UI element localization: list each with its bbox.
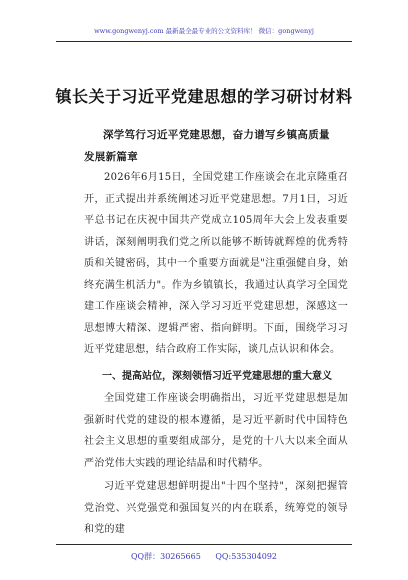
body-paragraph-2: 全国党建工作座谈会明确指出，习近平党建思想是加强新时代党的建设的根本遵循，是习近平新时代中国特色社会主义思想的重要组成部分，是党的十八大以来全面从严治党伟大实践的理论结晶和时代精华。 [84, 393, 348, 469]
header-banner: www.gongwenyj.com 最新最全最专业的公文资料库！ 微信：gongwenyj [94, 27, 314, 35]
header-divider [56, 41, 352, 42]
document-subtitle: 深学笃行习近平党建思想，奋力谱写乡镇高质量发展新篇章 [84, 129, 330, 163]
footer-contact [0, 551, 408, 562]
footer-qq-group: QQ群：30265665 [130, 552, 201, 561]
section-heading-1: 一、提高站位，深刻领悟习近平党建思想的重大意义 [102, 371, 332, 382]
body-paragraph-3: 习近平党建思想鲜明提出"十四个坚持"，深刻把握管党治党、兴党强党和强国复兴的内在联系，统筹党的领导和党的建 [84, 481, 348, 535]
footer-divider [56, 544, 352, 545]
document-title: 镇长关于习近平党建思想的学习研讨材料 [55, 87, 353, 106]
footer-qq-contact: QQ:535304092 [215, 552, 277, 561]
body-paragraph-1: 2026年6月15日，全国党建工作座谈会在北京隆重召开，正式提出并系统阐述习近平党建思想。7月1日，习近平总书记在庆祝中国共产党成立105周年大会上发表重要讲话，深刻阐明我们党之所以能够不断铸就辉煌的优秀特质和关键密码，其中一个重要方面就是"注重强健自身，始终充满生机活力"。作为乡镇镇长，我通过认真学习全国党建工作座谈会精神，深入学习习近平党建思想，深感这一思想博大精深、逻辑严密、指向鲜明。下面，围绕学习习近平党建思想，结合政府工作实际，谈几点认识和体会。 [84, 172, 348, 355]
